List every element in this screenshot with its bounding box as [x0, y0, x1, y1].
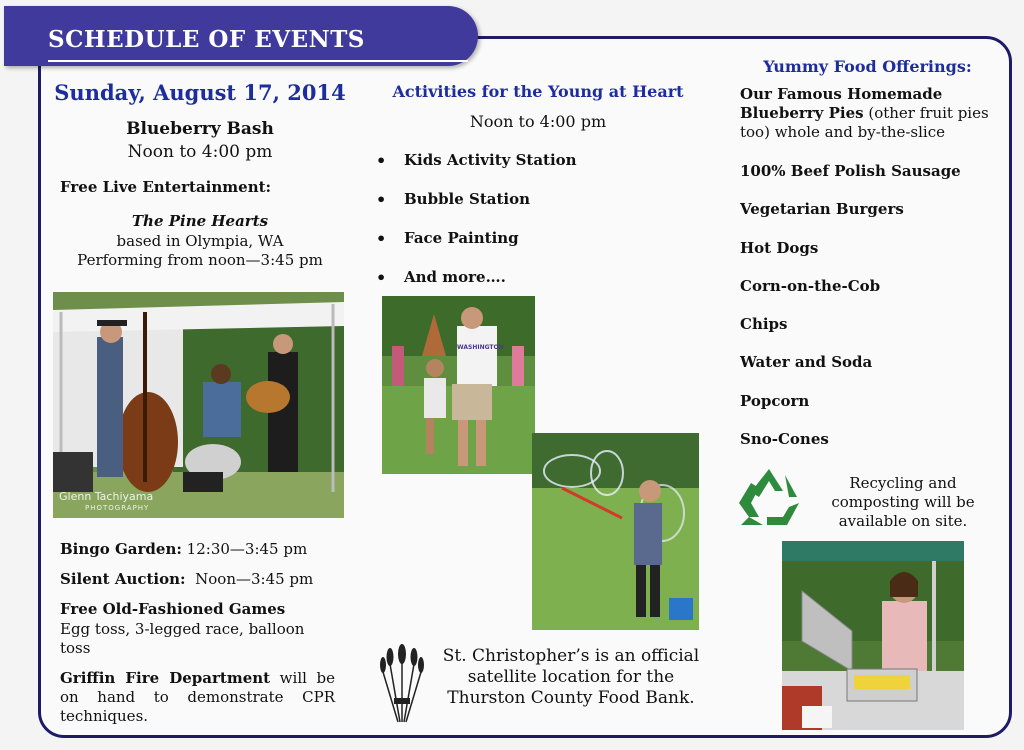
fire-line — [60, 669, 335, 726]
auction-label: Silent Auction: — [60, 570, 186, 588]
bubble-photo-illustration — [532, 433, 699, 630]
food-item: Sno-Cones — [740, 430, 829, 448]
band-photo — [53, 292, 344, 518]
activity-item: • Face Painting — [376, 229, 519, 248]
band-location: based in Olympia, WA — [116, 232, 284, 250]
banner-title: SCHEDULE OF EVENTS — [48, 26, 365, 53]
shirt-text: WASHINGTON — [457, 344, 504, 351]
event-name: Blueberry Bash — [126, 119, 274, 139]
games-list: Egg toss, 3-legged race, balloon toss — [60, 620, 305, 657]
food-item: Vegetarian Burgers — [740, 200, 904, 218]
band-time: Performing from noon—3:45 pm — [77, 251, 323, 269]
activity-item: • Kids Activity Station — [376, 151, 577, 170]
band-name: The Pine Hearts — [131, 212, 269, 230]
bullet: • — [376, 190, 387, 209]
foodbank-text: St. Christopher’s is an official satellite location for the Thurston County Food Bank. — [442, 646, 700, 708]
event-date: Sunday, August 17, 2014 — [54, 80, 346, 105]
pie-line — [740, 85, 990, 142]
activity-item: • And more…. — [376, 268, 506, 287]
auction-time: Noon—3:45 pm — [185, 570, 314, 588]
recycle-icon — [737, 467, 801, 527]
wheat-bundle-icon — [378, 642, 426, 724]
auction-line — [60, 570, 350, 589]
pie-rest: (other fruit pies too) whole and by-the-slice — [740, 104, 989, 141]
photo-watermark: Glenn Tachiyama — [59, 490, 154, 503]
food-item: Chips — [740, 315, 788, 333]
food-item: 100% Beef Polish Sausage — [740, 162, 961, 180]
kids-photo — [382, 296, 535, 474]
activities-title: Activities for the Young at Heart — [392, 82, 684, 101]
bubble-photo — [532, 433, 699, 630]
photo-watermark-sub: PHOTOGRAPHY — [85, 504, 150, 512]
activities-time: Noon to 4:00 pm — [469, 112, 607, 131]
food-item: Popcorn — [740, 392, 810, 410]
recycle-text: Recycling and composting will be available on site. — [831, 474, 975, 530]
bullet: • — [376, 151, 387, 170]
food-title: Yummy Food Offerings: — [763, 57, 972, 76]
banner-rule — [48, 60, 468, 62]
event-time: Noon to 4:00 pm — [127, 142, 273, 162]
activity-item: • Bubble Station — [376, 190, 531, 209]
entertainment-label: Free Live Entertainment: — [60, 178, 272, 196]
games-label: Free Old-Fashioned Games — [60, 600, 286, 618]
banner — [4, 6, 478, 66]
fire-text: will be on hand to demonstrate CPR techniques. — [60, 669, 335, 725]
bingo-line — [60, 540, 350, 559]
food-booth-illustration — [782, 541, 964, 730]
bullet: • — [376, 229, 387, 248]
band-photo-illustration — [53, 292, 344, 518]
kids-photo-illustration — [382, 296, 535, 474]
bingo-label: Bingo Garden: — [60, 540, 182, 558]
activities-list — [376, 151, 696, 307]
pie-bold: Our Famous Homemade Blueberry Pies — [740, 85, 943, 122]
food-booth-photo — [782, 541, 964, 730]
food-item: Water and Soda — [740, 353, 873, 371]
food-item: Hot Dogs — [740, 239, 819, 257]
bullet: • — [376, 268, 387, 287]
food-item: Corn-on-the-Cob — [740, 277, 881, 295]
fire-label: Griffin Fire Department — [60, 669, 271, 687]
bingo-time: 12:30—3:45 pm — [181, 540, 308, 558]
